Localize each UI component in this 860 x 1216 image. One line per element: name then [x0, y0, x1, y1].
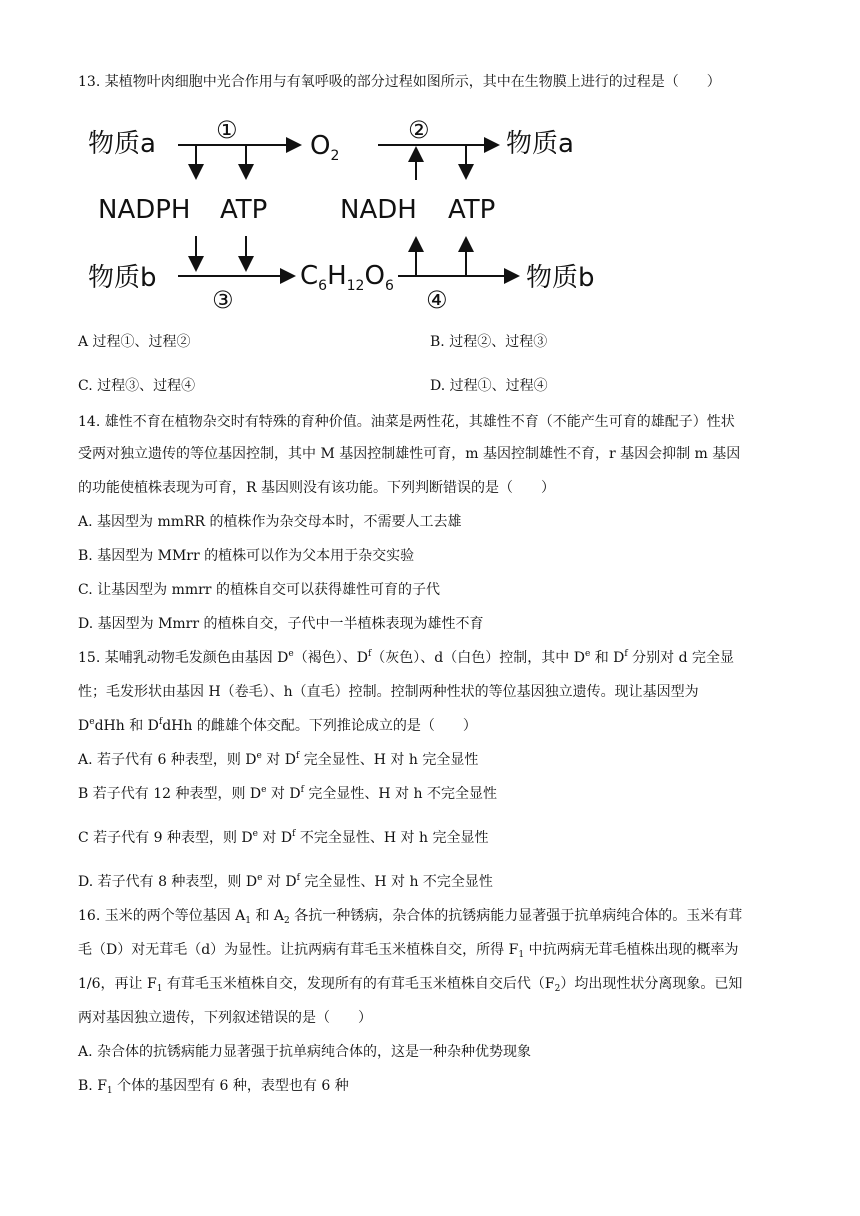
atp-label-right: ATP [448, 195, 496, 225]
q14-option-b[interactable]: B. 基因型为 MMrr 的植株可以作为父本用于杂交实验 [78, 548, 415, 564]
q13-option-c[interactable]: C. 过程③、过程④ [78, 378, 196, 394]
q16-stem-line-1: 16. 玉米的两个等位基因 $A_1$ 和 $A_2$ 各抗一种锈病，杂合体的抗锈病能力显著强于抗单病纯合体的。玉米有茸 [78, 908, 743, 926]
q14-stem-line-1: 14. 雄性不育在植物杂交时有特殊的育种价值。油菜是两性花，其雄性不育（不能产生可育的雄配子）性状 [78, 414, 735, 430]
photosynthesis-respiration-diagram [78, 108, 618, 323]
process-4-label: ④ [426, 286, 448, 314]
q15-stem-line-3: DedHh 和 $D^fdHh$ 的雌雄个体交配。下列推论成立的是（ ） [78, 717, 477, 734]
process-3-label: ③ [212, 286, 234, 314]
q14-option-a[interactable]: A. 基因型为 mmRR 的植株作为杂交母本时，不需要人工去雄 [78, 514, 462, 530]
q13-option-d[interactable]: D. 过程①、过程④ [430, 378, 548, 394]
atp-label-left: ATP [220, 195, 268, 225]
q16-stem-line-2: 毛（D）对无茸毛（d）为显性。让抗两病有茸毛玉米植株自交，所得 $F_1$ 中抗两病无茸毛植株出现的概率为 [78, 942, 739, 960]
q14-stem-line-3: 的功能使植株表现为可育，R 基因则没有该功能。下列判断错误的是（ ） [78, 480, 555, 496]
q14-stem-line-2: 受两对独立遗传的等位基因控制，其中 M 基因控制雄性可育，m 基因控制雄性不育，r 基因会抑制 m 基因 [78, 446, 741, 462]
q16-stem-line-3: 1/6，再让 $F_1$ 有茸毛玉米植株自交，发现所有的有茸毛玉米植株自交后代$(F_2)$均出现性状分离现象。已知 [78, 976, 743, 994]
q15-option-a[interactable]: A. 若子代有 6 种表型，则 De 对 $D^f$ 完全显性、H 对 h 完全显性 [78, 751, 479, 768]
process-1-label: ① [216, 116, 238, 144]
q16-stem-line-4: 两对基因独立遗传，下列叙述错误的是（ ） [78, 1010, 372, 1026]
q14-option-c[interactable]: C. 让基因型为 mmrr 的植株自交可以获得雄性可育的子代 [78, 582, 440, 598]
q15-option-b[interactable]: B 若子代有 12 种表型，则 De 对 $D^f$ 完全显性、H 对 h 不完全显性 [78, 785, 497, 802]
o2-label: $O_2$ [310, 131, 340, 164]
q15-option-d[interactable]: D. 若子代有 8 种表型，则 De 对 $D^f$ 完全显性、H 对 h 不完全显性 [78, 873, 493, 890]
q15-stem-line-2: 性；毛发形状由基因 H（卷毛）、h（直毛）控制。控制两种性状的等位基因独立遗传。现让基因型为 [78, 684, 699, 700]
q15-stem-line-1: 15. 某哺乳动物毛发颜色由基因 De（褐色）、$D^f$（灰色）、d（白色）控制，其中 De 和 $D^f$ 分别对 d 完全显 [78, 649, 735, 666]
glucose-label: $C_6H_{12}O_6$ [300, 261, 394, 294]
nadh-label: NADH [340, 195, 417, 225]
q13-option-b[interactable]: B. 过程②、过程③ [430, 334, 548, 350]
substance-a-left: 物质a [88, 129, 156, 159]
q13-option-a[interactable]: A 过程①、过程② [78, 334, 191, 350]
q15-option-c[interactable]: C 若子代有 9 种表型，则 De 对 $D^f$ 不完全显性、H 对 h 完全显性 [78, 829, 489, 846]
q14-option-d[interactable]: D. 基因型为 Mmrr 的植株自交，子代中一半植株表现为雄性不育 [78, 616, 484, 632]
substance-b-right: 物质b [526, 263, 595, 293]
substance-b-left: 物质b [88, 263, 157, 293]
substance-a-right: 物质a [506, 129, 574, 159]
q16-option-b[interactable]: B. $F_1$ 个体的基因型有 6 种，表型也有 6 种 [78, 1078, 349, 1096]
q13-stem: 13. 某植物叶肉细胞中光合作用与有氧呼吸的部分过程如图所示，其中在生物膜上进行的过程是（ ） [78, 74, 721, 90]
nadph-label: NADPH [98, 195, 191, 225]
process-2-label: ② [408, 116, 430, 144]
q16-option-a[interactable]: A. 杂合体的抗锈病能力显著强于抗单病纯合体的，这是一种杂种优势现象 [78, 1044, 532, 1060]
